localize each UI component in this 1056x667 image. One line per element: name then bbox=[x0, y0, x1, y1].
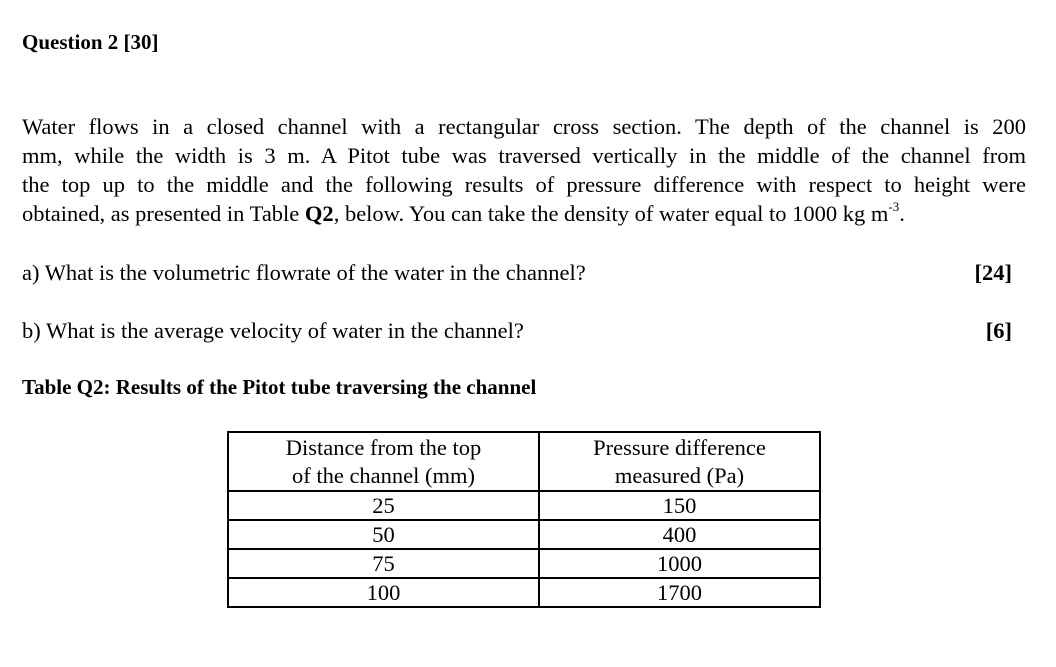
paragraph-text: , below. You can take the density of water equal to 1000 kg m bbox=[333, 201, 889, 226]
paragraph-last-line bbox=[22, 199, 1026, 228]
pressure-cell: 400 bbox=[539, 520, 820, 549]
header-pressure bbox=[539, 432, 820, 491]
paragraph-line: Water flows in a closed channel with a rectangular cross section. The depth of the channel is 200 bbox=[22, 114, 1026, 139]
question-part-a-text: a) What is the volumetric flowrate of the water in the channel? bbox=[22, 260, 586, 285]
header-distance-line-1: Distance from the top bbox=[285, 434, 482, 460]
results-table bbox=[227, 431, 821, 608]
question-part-b bbox=[22, 317, 1012, 345]
table-title: Table Q2: Results of the Pitot tube traversing the channel bbox=[22, 375, 537, 399]
distance-cell: 75 bbox=[228, 549, 539, 578]
question-paragraph bbox=[22, 112, 1026, 228]
header-pressure-line-1: Pressure difference bbox=[593, 434, 766, 460]
table-header-row bbox=[228, 432, 820, 491]
table-reference: Q2 bbox=[304, 201, 334, 226]
question-part-b-text: b) What is the average velocity of water in the channel? bbox=[22, 318, 524, 343]
question-part-a-marks: [24] bbox=[974, 260, 1012, 285]
paragraph-text: . bbox=[899, 201, 905, 226]
unit-exponent: -3 bbox=[888, 199, 900, 214]
question-part-b-marks: [6] bbox=[985, 318, 1012, 343]
distance-cell: 100 bbox=[228, 578, 539, 607]
distance-cell: 25 bbox=[228, 491, 539, 520]
question-part-a bbox=[22, 259, 1012, 287]
paragraph-line: the top up to the middle and the following results of pressure difference with respect to height were bbox=[22, 172, 1026, 197]
paragraph-line: mm, while the width is 3 m. A Pitot tube was traversed vertically in the middle of the channel from bbox=[22, 143, 1026, 168]
paragraph-text: obtained, as presented in Table bbox=[22, 201, 305, 226]
table-row bbox=[228, 491, 820, 520]
pressure-cell: 1000 bbox=[539, 549, 820, 578]
header-distance-line-2: of the channel (mm) bbox=[291, 462, 476, 488]
header-distance bbox=[228, 432, 539, 491]
table-row bbox=[228, 549, 820, 578]
table-row bbox=[228, 578, 820, 607]
pressure-cell: 150 bbox=[539, 491, 820, 520]
header-pressure-line-2: measured (Pa) bbox=[614, 462, 745, 488]
distance-cell: 50 bbox=[228, 520, 539, 549]
pressure-cell: 1700 bbox=[539, 578, 820, 607]
table-row bbox=[228, 520, 820, 549]
question-heading: Question 2 [30] bbox=[22, 30, 159, 54]
